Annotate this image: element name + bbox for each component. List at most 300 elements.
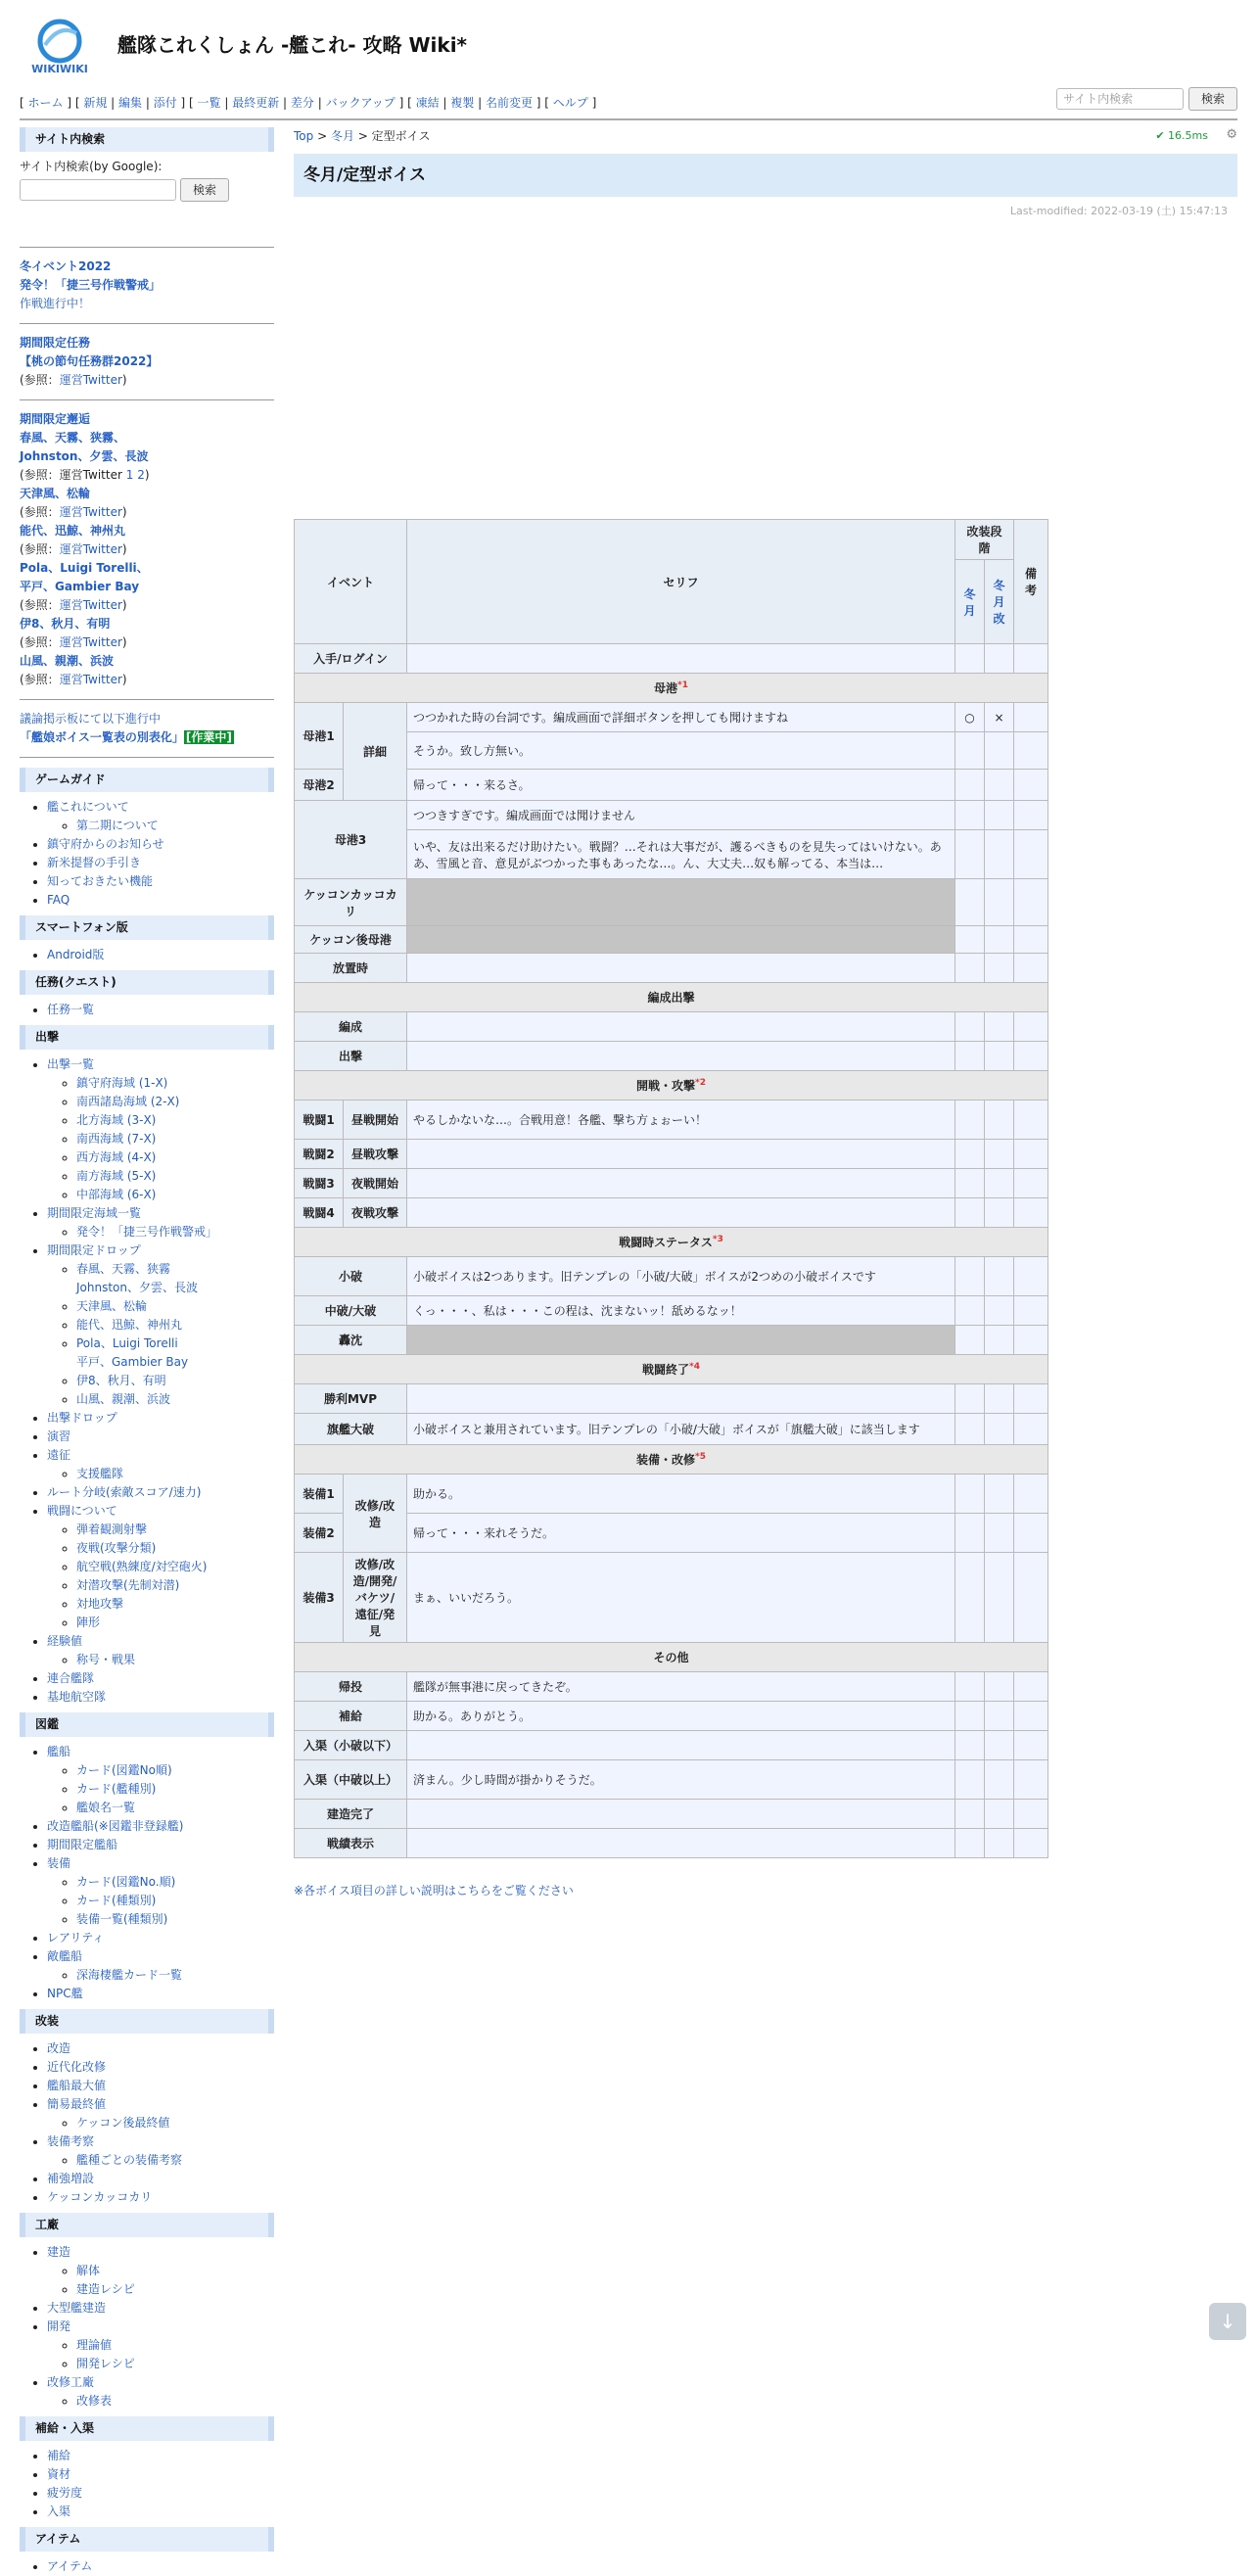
list-item (76, 2280, 274, 2299)
twitter-link[interactable]: 運営Twitter (59, 598, 122, 612)
event-operation-link[interactable]: 発令！「捷三号作戦警戒」 (20, 278, 162, 292)
section-other: その他 (295, 1643, 1048, 1672)
row-major-damage: 中破/大破 (295, 1296, 407, 1326)
table-cell (955, 954, 985, 983)
drop-link[interactable]: 天津風、松輪 (76, 1299, 148, 1313)
table-cell (1014, 1760, 1048, 1800)
table-cell (985, 1829, 1014, 1858)
drop-ships-link[interactable]: 天津風、松輪 (20, 487, 91, 500)
build-sub-link[interactable]: 解体 (76, 2264, 101, 2277)
table-cell (985, 1800, 1014, 1829)
twitter-link-2[interactable]: 2 (137, 468, 145, 482)
row-kekkon: ケッコンカッコカリ (295, 879, 407, 926)
ref-label: (参照： (20, 542, 60, 556)
search-input[interactable]: サイト内検索 (1056, 88, 1184, 110)
ref-label: (参照： (20, 598, 60, 612)
remodel-link[interactable]: 艦船最大値 (47, 2079, 107, 2092)
twitter-link-1[interactable]: 1 (125, 468, 134, 482)
row-sunk: 轟沈 (295, 1326, 407, 1355)
table-cell (985, 644, 1014, 674)
section-label: 装備・改修 (636, 1453, 696, 1467)
exp-link[interactable]: 経験値 (47, 1634, 83, 1648)
list-item (76, 1335, 274, 1372)
ref-end: ) (121, 542, 127, 556)
table-cell (985, 1169, 1014, 1198)
nav-rename[interactable]: 名前変更 (485, 96, 533, 110)
section-label: 戦闘終了 (642, 1363, 690, 1377)
header-line: セリフ (407, 520, 955, 644)
table-cell (955, 1414, 985, 1445)
table-cell (955, 1553, 985, 1643)
header-divider (20, 118, 1237, 120)
battle-link[interactable]: 戦闘について (47, 1504, 117, 1518)
nav-attach[interactable]: 添付 (153, 96, 177, 110)
equip-study-sub-link[interactable]: 艦種ごとの装備考察 (76, 2153, 183, 2167)
sea-area-link[interactable]: 南西海域 (7-X) (76, 1132, 157, 1146)
table-cell (955, 1702, 985, 1731)
table-cell (955, 1384, 985, 1414)
list-item (76, 1372, 274, 1390)
divider (20, 323, 274, 324)
list-item (76, 1390, 274, 1409)
android-link[interactable]: Android版 (47, 948, 105, 961)
list-item (47, 2039, 274, 2058)
sidebar-search-button[interactable]: 検索 (180, 178, 229, 202)
table-cell (1014, 1702, 1048, 1731)
hidden-voice-cell (407, 879, 955, 926)
nav-recent[interactable]: 最終更新 (232, 96, 280, 110)
list-item (47, 1669, 274, 1688)
row-equip3-event: 改修/改造/開発/バケツ/遠征/発見 (344, 1553, 407, 1643)
list-item (47, 2557, 274, 2576)
ships-sub-link[interactable]: 艦娘名一覧 (76, 1801, 136, 1814)
drop-ships-link[interactable]: Pola、Luigi Torelli、 (20, 561, 149, 575)
table-cell (955, 770, 985, 801)
header-remodel: 改装段階 (955, 520, 1014, 560)
list-item (76, 1892, 274, 1910)
table-cell (955, 1672, 985, 1702)
list-item (76, 1539, 274, 1558)
list-item (76, 1465, 274, 1483)
divider (20, 247, 274, 248)
breadcrumb-sep: > (353, 129, 372, 143)
table-cell (985, 1414, 1014, 1445)
supply-link[interactable]: 入渠 (47, 2505, 71, 2518)
nav-new[interactable]: 新規 (83, 96, 108, 110)
nav-copy[interactable]: 複製 (450, 96, 475, 110)
footnote-ref[interactable]: *2 (695, 1078, 706, 1088)
limited-quest-notice (20, 334, 274, 390)
ships-sub-link[interactable]: カード(艦種別) (76, 1782, 157, 1796)
event-link[interactable]: 冬イベント2022 (20, 259, 112, 273)
title-link[interactable]: 称号・戦果 (76, 1653, 136, 1666)
dev-link[interactable]: 開発 (47, 2319, 71, 2333)
guide-sub-link[interactable]: 第二期について (76, 819, 159, 832)
build-sub-link[interactable]: 建造レシピ (76, 2282, 135, 2296)
table-cell (985, 770, 1014, 801)
table-cell (985, 1731, 1014, 1760)
sea-area-link[interactable]: 北方海域 (3-X) (76, 1113, 157, 1127)
section-heading-supply: 補給・入渠 (20, 2416, 274, 2441)
table-cell (1014, 1012, 1048, 1042)
header-fuyutsuki-label: 冬月 (963, 586, 976, 618)
guide-link[interactable]: FAQ (47, 893, 70, 907)
quest-list-link[interactable]: 任務一覧 (47, 1003, 95, 1016)
enemy-card-link[interactable]: 深海棲艦カード一覧 (76, 1968, 183, 1982)
row-equip-event: 改修/改造 (344, 1475, 407, 1553)
nav-freeze[interactable]: 凍結 (415, 96, 440, 110)
drop-link[interactable]: 山風、親潮、浜波 (76, 1392, 171, 1406)
sea-area-link[interactable]: 南西諸島海域 (2-X) (76, 1095, 180, 1108)
list-item (47, 1409, 274, 1428)
footnote-ref[interactable]: *3 (712, 1235, 723, 1244)
list-item (76, 1761, 274, 1780)
voice-line: そうか。致し方無い。 (407, 732, 955, 770)
route-link[interactable]: ルート分岐(索敵スコア/速力) (47, 1485, 202, 1499)
ref-label: (参照：運営Twitter (20, 468, 126, 482)
drop-link[interactable]: Pola、Luigi Torelli (76, 1336, 178, 1350)
table-cell (955, 1760, 985, 1800)
sea-area-link[interactable]: 鎮守府海域 (1-X) (76, 1076, 168, 1090)
battle-sub-link[interactable]: 対地攻撃 (76, 1597, 124, 1611)
table-cell (407, 1012, 955, 1042)
limited-drop-link[interactable]: 期間限定邂逅 (20, 412, 91, 426)
table-cell (955, 1326, 985, 1355)
battle-sub-link[interactable]: 弾着観測射撃 (76, 1522, 148, 1536)
breadcrumb-parent[interactable]: 冬月 (330, 129, 354, 143)
combined-fleet-link[interactable]: 連合艦隊 (47, 1671, 95, 1685)
book-list (20, 1743, 274, 2003)
event-progress-link[interactable]: 作戦進行中！ (20, 297, 91, 310)
equip-link[interactable]: 装備 (47, 1856, 71, 1870)
list-item (47, 2095, 274, 2132)
gear-icon[interactable]: ⚙ (1226, 127, 1237, 142)
timer-value: 16.5ms (1168, 129, 1208, 142)
divider (20, 399, 274, 400)
voice-line: 助かる。 (407, 1475, 955, 1514)
table-cell (955, 1514, 985, 1553)
battle-sub-link[interactable]: 対潜攻撃(先制対潜) (76, 1578, 180, 1592)
rarity-link[interactable]: レアリティ (47, 1931, 105, 1944)
limited-drop-list-link[interactable]: 期間限定ドロップ (47, 1243, 141, 1257)
table-cell (955, 1257, 985, 1296)
sidebar (20, 127, 274, 2576)
table-cell (1014, 801, 1048, 830)
voice-line: 済まん。少し時間が掛かりそうだ。 (407, 1760, 955, 1800)
support-fleet-link[interactable]: 支援艦隊 (76, 1467, 124, 1480)
twitter-link[interactable]: 運営Twitter (59, 673, 122, 686)
availability-mark: × (985, 703, 1014, 732)
header-fuyutsuki[interactable] (955, 560, 985, 644)
equip-sub-link[interactable]: カード(種類別) (76, 1894, 157, 1907)
voice-explanation-link[interactable]: ※各ボイス項目の詳しい説明はこちらをご覧ください (294, 1884, 574, 1897)
supply-link[interactable]: 疲労度 (47, 2486, 83, 2500)
breadcrumb (294, 127, 1237, 144)
table-cell (955, 801, 985, 830)
list-item (76, 1297, 274, 1316)
hidden-voice-cell (407, 926, 955, 954)
drop-link[interactable]: 春風、天霧、狭霧 (76, 1262, 171, 1276)
table-cell (407, 1731, 955, 1760)
row-return: 帰投 (295, 1672, 407, 1702)
guide-link[interactable]: 艦これについて (47, 800, 129, 814)
ref-end: ) (121, 373, 127, 387)
improve-sub-link[interactable]: 改修表 (76, 2394, 113, 2408)
footnote-ref[interactable]: *5 (695, 1452, 706, 1462)
list-item (76, 2355, 274, 2373)
remodel-sub-link[interactable]: ケッコン後最終値 (76, 2116, 170, 2130)
work-status-badge: [作業中] (185, 730, 232, 744)
list-item (47, 1428, 274, 1446)
list-item (47, 2503, 274, 2521)
table-cell (985, 1672, 1014, 1702)
supply-link[interactable]: 資材 (47, 2467, 71, 2481)
breadcrumb-current: 定型ボイス (371, 129, 431, 143)
twitter-link[interactable]: 運営Twitter (59, 635, 122, 649)
table-cell (1014, 1829, 1048, 1858)
table-cell (1014, 830, 1048, 879)
nav-bar: [ ホーム ] [ 新規 | 編集 | 添付 ] [ 一覧 | 最終更新 | 差分 | バックアップ ] [ 凍結 | 複製 | 名前変更 ] [ ヘルプ ] (20, 96, 597, 110)
base-air-link[interactable]: 基地航空隊 (47, 1690, 107, 1704)
table-cell (955, 1169, 985, 1198)
list-item (76, 1873, 274, 1892)
ships-sub-link[interactable]: カード(図鑑No順) (76, 1763, 172, 1777)
drop-ships-link[interactable]: Johnston、夕雲、長波 (20, 449, 149, 463)
header-event: イベント (295, 520, 407, 644)
sidebar-search-label: サイト内検索(by Google): (20, 160, 163, 173)
expedition-link[interactable]: 遠征 (47, 1448, 71, 1462)
limited-quest-link[interactable]: 期間限定任務 (20, 336, 91, 350)
sea-area-link[interactable]: 西方海域 (4-X) (76, 1150, 157, 1164)
breadcrumb-top[interactable]: Top (294, 129, 314, 143)
book-link[interactable]: 改造艦船(※図鑑非登録艦) (47, 1819, 184, 1833)
table-cell (1014, 770, 1048, 801)
large-build-link[interactable]: 大型艦建造 (47, 2301, 107, 2315)
wikiwiki-logo[interactable] (25, 16, 94, 76)
sea-area-link[interactable]: 南方海域 (5-X) (76, 1169, 157, 1183)
list-item (76, 2114, 274, 2132)
drop-ships-link[interactable]: 春風、天霧、狭霧、 (20, 431, 126, 445)
table-cell (955, 1198, 985, 1228)
table-cell (985, 1198, 1014, 1228)
guide-link[interactable]: 知っておきたい機能 (47, 874, 154, 888)
guide-link[interactable]: 新米提督の手引き (47, 856, 142, 869)
header-fuyutsuki-kai-label: 冬月改 (993, 579, 1005, 626)
row-battle3: 戦闘3 (295, 1169, 344, 1198)
table-cell (1014, 1140, 1048, 1169)
row-port1: 母港1 (295, 703, 344, 770)
table-cell (1014, 879, 1048, 926)
drop-link[interactable]: 能代、迅鯨、神州丸 (76, 1318, 183, 1332)
drop-link[interactable]: 平戸、Gambier Bay (76, 1355, 189, 1369)
sea-area-link[interactable]: 中部海域 (6-X) (76, 1188, 157, 1201)
npc-link[interactable]: NPC艦 (47, 1987, 83, 2000)
table-cell (985, 1514, 1014, 1553)
header-fuyutsuki-kai[interactable] (985, 560, 1014, 644)
voice-table-link[interactable]: 「艦娘ボイス一覧表の別表化」 (20, 730, 184, 744)
quest-group-link[interactable]: 【桃の節句任務群2022】 (20, 354, 159, 368)
list-item (47, 2318, 274, 2373)
voice-table (294, 519, 1048, 1858)
table-cell (985, 1012, 1014, 1042)
list-item (76, 1148, 274, 1167)
table-cell (1014, 1101, 1048, 1140)
battle-sub-link[interactable]: 夜戦(攻撃分類) (76, 1541, 157, 1555)
table-cell (407, 1042, 955, 1071)
section-status (295, 1228, 1048, 1257)
table-cell (985, 1296, 1014, 1326)
table-cell (985, 926, 1014, 954)
supply-link[interactable]: 補給 (47, 2449, 71, 2462)
limited-sea-link[interactable]: 期間限定海域一覧 (47, 1206, 142, 1220)
voice-line: つつかれた時の台詞です。編成画面で詳細ボタンを押しても聞けますね (407, 703, 955, 732)
remodel-link[interactable]: 改造 (47, 2041, 71, 2055)
nav-help[interactable]: ヘルプ (552, 96, 588, 110)
ref-end: ) (144, 468, 150, 482)
list-item (47, 798, 274, 835)
ref-label: (参照： (20, 635, 60, 649)
divider (20, 757, 274, 758)
equip-sub-link[interactable]: 装備一覧(種類別) (76, 1912, 168, 1926)
row-login: 入手/ログイン (295, 644, 407, 674)
search-button[interactable]: 検索 (1188, 87, 1237, 111)
nav-home[interactable]: ホーム (27, 96, 64, 110)
table-cell (1014, 1553, 1048, 1643)
remodel-link[interactable]: 簡易最終値 (47, 2097, 107, 2111)
ships-link[interactable]: 艦船 (47, 1745, 71, 1758)
table-cell (407, 954, 955, 983)
list-item (76, 1074, 274, 1093)
equip-sub-link[interactable]: カード(図鑑No.順) (76, 1875, 176, 1889)
drop-ships-link[interactable]: 山風、親潮、浜波 (20, 654, 115, 668)
row-battle4: 戦闘4 (295, 1198, 344, 1228)
voice-line: いや、友は出来るだけ助けたい。戦闘？…それは大事だが、護るべきものを見失ってはいけない。ああ、雪風と音、意見がぶつかった事もあったな…。ん、大丈夫…奴も解ってる、本当は… (407, 830, 955, 879)
table-cell (955, 1475, 985, 1514)
remodel-link[interactable]: 補強増設 (47, 2172, 95, 2185)
section-heading-item: アイテム (20, 2527, 274, 2552)
drop-link[interactable]: 伊8、秋月、有明 (76, 1374, 166, 1387)
list-item (47, 1817, 274, 1836)
row-equip2: 装備2 (295, 1514, 344, 1553)
ref-label: (参照： (20, 505, 60, 519)
table-cell (1014, 1198, 1048, 1228)
exercise-link[interactable]: 演習 (47, 1429, 71, 1443)
sortie-drop-link[interactable]: 出撃ドロップ (47, 1411, 117, 1425)
item-link[interactable]: アイテム (47, 2559, 93, 2573)
list-item (47, 872, 274, 891)
list-item (76, 2392, 274, 2411)
breadcrumb-sep: > (313, 129, 331, 143)
row-idle: 放置時 (295, 954, 407, 983)
table-cell (955, 1800, 985, 1829)
sidebar-search-input[interactable] (20, 179, 176, 201)
list-item (47, 2170, 274, 2188)
list-item (47, 891, 274, 910)
section-equip (295, 1445, 1048, 1475)
drop-link[interactable]: Johnston、夕雲、長波 (76, 1281, 198, 1294)
twitter-link[interactable]: 運営Twitter (59, 373, 122, 387)
table-cell (1014, 1257, 1048, 1296)
drop-ships-link[interactable]: 能代、迅鯨、神州丸 (20, 524, 126, 538)
remodel-link[interactable]: ケッコンカッコカリ (47, 2190, 153, 2204)
section-heading-arsenal: 工廠 (20, 2213, 274, 2237)
improve-link[interactable]: 改修工廠 (47, 2375, 95, 2389)
list-item (47, 1632, 274, 1669)
sortie-list-link[interactable]: 出撃一覧 (47, 1057, 95, 1071)
table-cell (1014, 954, 1048, 983)
section-label: 戦闘時ステータス (619, 1236, 713, 1249)
list-item (76, 817, 274, 835)
row-sortie: 出撃 (295, 1042, 407, 1071)
dev-sub-link[interactable]: 理論値 (76, 2338, 113, 2352)
twitter-link[interactable]: 運営Twitter (59, 542, 122, 556)
table-cell (985, 801, 1014, 830)
site-title[interactable]: 艦隊これくしょん -艦これ- 攻略 Wiki* (117, 33, 468, 57)
nav-backup[interactable]: バックアップ (325, 96, 396, 110)
list-item (76, 2151, 274, 2170)
limited-drop-notice (20, 410, 274, 689)
list-item (47, 854, 274, 872)
limited-sea-sub-link[interactable]: 発令！「捷三号作戦警戒」 (76, 1225, 218, 1239)
row-flagship-damage: 旗艦大破 (295, 1414, 407, 1445)
table-cell (985, 1553, 1014, 1643)
forum-link[interactable]: 議論掲示板にて以下進行中 (20, 712, 162, 726)
list-item (76, 1966, 274, 1985)
list-item (76, 1260, 274, 1297)
list-item (47, 1985, 274, 2003)
scroll-down-icon[interactable]: ↓ (1209, 2303, 1246, 2340)
nav-edit[interactable]: 編集 (118, 96, 143, 110)
list-item (47, 1055, 274, 1204)
table-cell (985, 954, 1014, 983)
voice-line: 艦隊が無事港に戻ってきたぞ。 (407, 1672, 955, 1702)
guide-link[interactable]: 鎮守府からのお知らせ (47, 837, 164, 851)
table-cell (407, 1140, 955, 1169)
dev-sub-link[interactable]: 開発レシピ (76, 2357, 135, 2370)
row-dock-minor: 入渠（小破以下） (295, 1731, 407, 1760)
section-heading-sortie: 出撃 (20, 1025, 274, 1050)
twitter-link[interactable]: 運営Twitter (59, 505, 122, 519)
nav-list[interactable]: 一覧 (197, 96, 221, 110)
nav-diff[interactable]: 差分 (290, 96, 314, 110)
table-cell (1014, 732, 1048, 770)
table-cell (1014, 1414, 1048, 1445)
drop-ships-link[interactable]: 伊8、秋月、有明 (20, 617, 111, 631)
list-item (47, 1204, 274, 1241)
availability-mark: ○ (955, 703, 985, 732)
list-item (47, 2077, 274, 2095)
list-item (47, 2484, 274, 2503)
section-battle-end (295, 1355, 1048, 1384)
enemy-link[interactable]: 敵艦船 (47, 1949, 83, 1963)
list-item (47, 2373, 274, 2411)
section-label: 母港 (654, 681, 678, 695)
voice-line: くっ・・・、私は・・・この程は、沈まないッ！舐めるなッ！ (407, 1296, 955, 1326)
ref-end: ) (121, 598, 127, 612)
list-item (76, 1186, 274, 1204)
footnote-ref[interactable]: *4 (689, 1362, 700, 1372)
list-item (47, 835, 274, 854)
last-modified: Last-modified: 2022-03-19 (土) 15:47:13 (1009, 205, 1228, 217)
remodel-link[interactable]: 近代化改修 (47, 2060, 107, 2074)
battle-sub-link[interactable]: 航空戦(熟練度/対空砲火) (76, 1560, 208, 1573)
equip-study-link[interactable]: 装備考察 (47, 2134, 95, 2148)
build-link[interactable]: 建造 (47, 2245, 71, 2259)
battle-sub-link[interactable]: 陣形 (76, 1616, 101, 1629)
book-link[interactable]: 期間限定艦船 (47, 1838, 118, 1851)
footnote-ref[interactable]: *1 (677, 680, 688, 690)
drop-ships-link[interactable]: 平戸、Gambier Bay (20, 580, 140, 593)
